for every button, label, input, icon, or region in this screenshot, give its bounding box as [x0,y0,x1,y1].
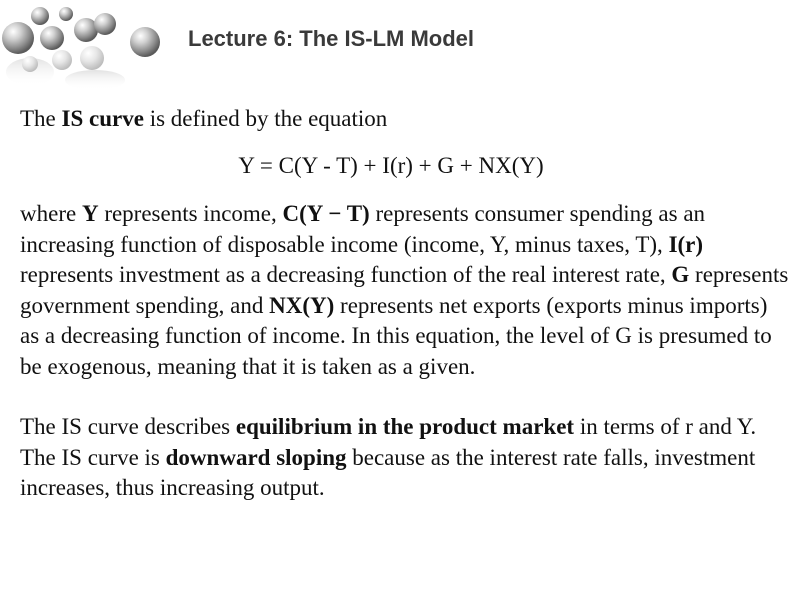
term-net-exports: NX(Y) [269,292,335,318]
slide-body [20,104,790,504]
term-equilibrium: equilibrium in the product market [235,414,575,439]
summary-text-2: in terms of r and Y. The IS curve is [20,414,757,470]
definition-text-2: represents income, [98,201,283,226]
definition-text-6: represents net exports (exports minus imports) as a decreasing function of income. In this equation, the level of G is presumed to be exogenous, meaning that it is taken as a given. [20,292,772,379]
term-consumption: C(Y − T) [282,201,370,226]
definition-text-1: where [20,201,82,226]
decorative-spheres-logo [0,0,175,95]
definition-text-5: represents government spending, and [20,262,789,318]
term-is-curve: IS curve [61,106,144,131]
intro-text-end: is defined by the equation [143,106,388,131]
term-downward-sloping: downward sloping [165,444,347,470]
intro-paragraph [20,104,790,135]
summary-text-3: because as the interest rate falls, investment increases, thus increasing output. [20,444,756,500]
summary-paragraph [20,412,790,504]
is-equation: Y = C(Y - T) + I(r) + G + NX(Y) [238,152,544,178]
term-y: Y [81,201,99,226]
intro-text-start: The [20,106,62,131]
slide-title: Lecture 6: The IS-LM Model [188,26,475,51]
summary-text-1: The IS curve describes [20,414,236,439]
definition-text-3: represents consumer spending as an increasing function of disposable income (income, Y, minus taxes, T), [20,201,706,257]
definition-paragraph [20,199,790,382]
definition-text-4: represents investment as a decreasing function of the real interest rate, [20,262,672,287]
paragraph-gap [20,382,790,412]
term-government: G [671,262,690,287]
term-investment: I(r) [668,231,704,257]
